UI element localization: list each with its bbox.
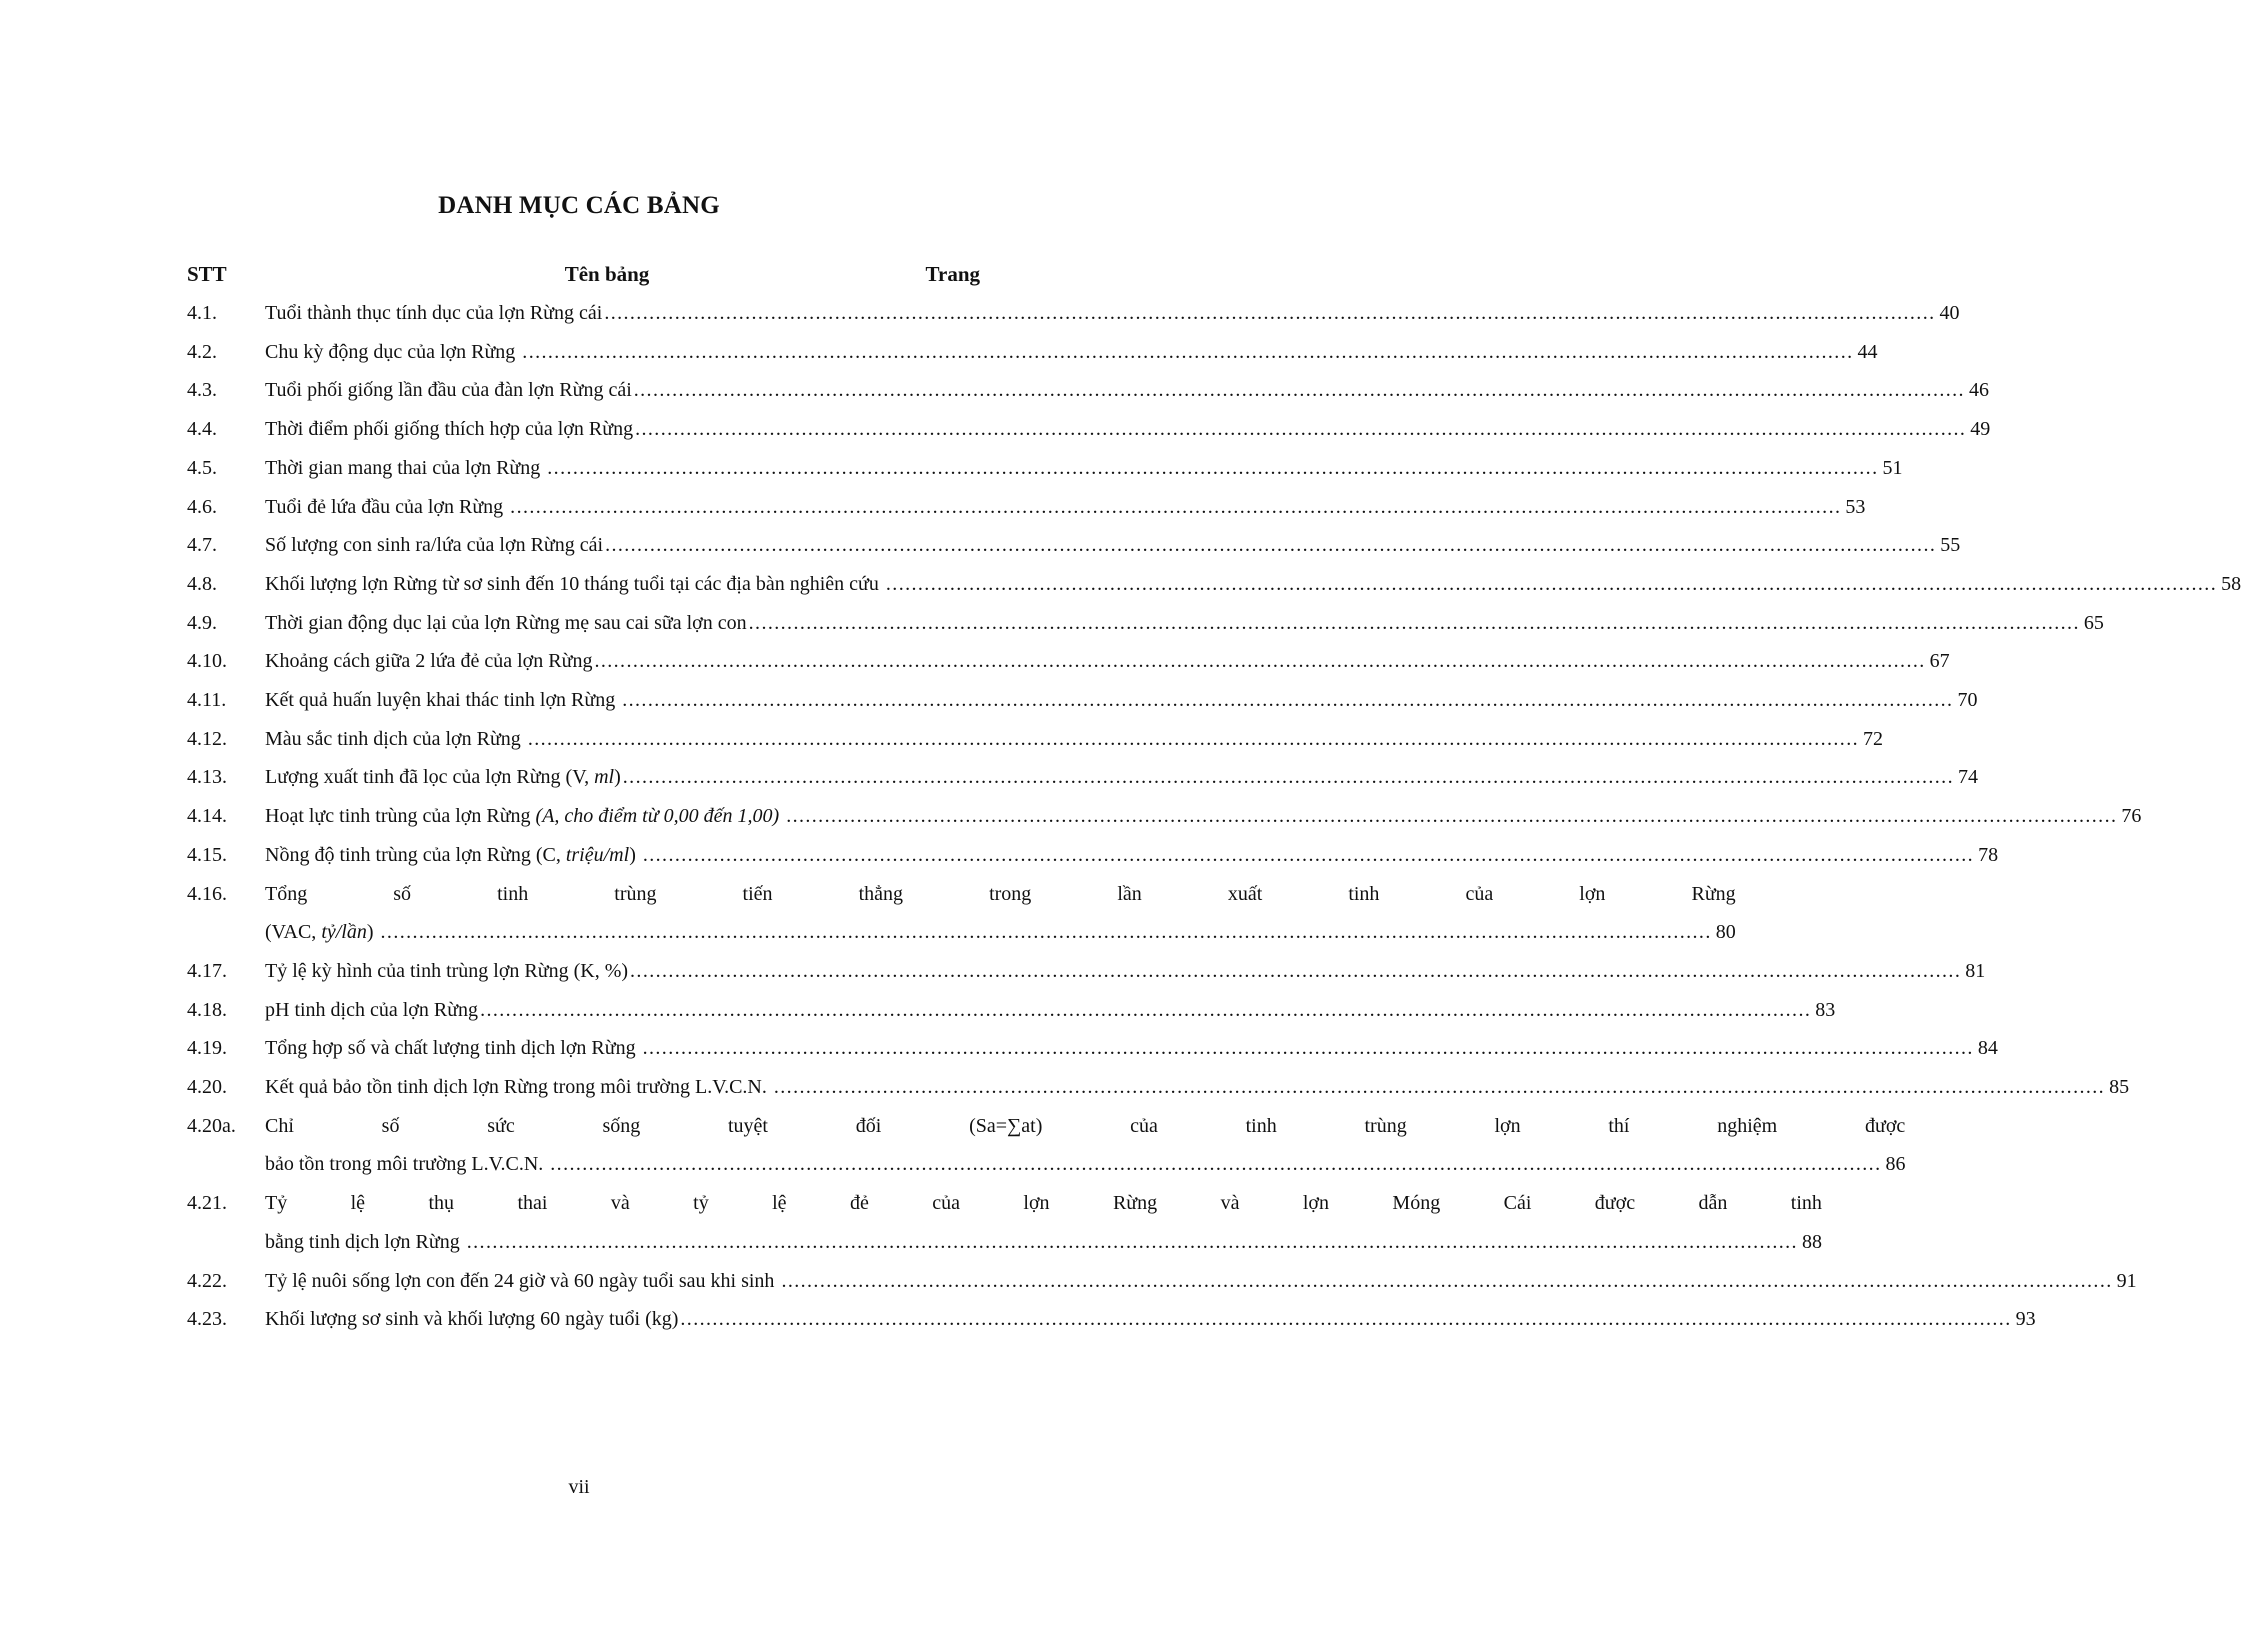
entry-title-suffix: )	[614, 766, 621, 789]
toc-entry[interactable]	[187, 604, 2104, 643]
word: thẳng	[858, 882, 904, 905]
word: đối	[855, 1114, 882, 1137]
word: lợn	[1023, 1192, 1050, 1215]
entry-title-text: Thời điểm phối giống thích hợp của lợn Rừng	[265, 418, 634, 441]
entry-title	[265, 758, 621, 797]
entry-number: 4.14.	[187, 805, 227, 828]
entry-title-italic: tỷ/lần	[321, 921, 367, 944]
word: được	[1594, 1192, 1636, 1215]
entry-body	[265, 1262, 2137, 1301]
word: tỷ	[693, 1192, 709, 1215]
entry-number: 4.19.	[187, 1037, 227, 1060]
entry-number: 4.17.	[187, 959, 227, 982]
entry-number: 4.23.	[187, 1308, 227, 1331]
entry-title-text: Khối lượng sơ sinh và khối lượng 60 ngày tuổi (kg)	[265, 1308, 679, 1331]
entry-title-text: bảo tồn trong môi trường L.V.C.N.	[265, 1153, 549, 1176]
word: số	[393, 882, 412, 905]
dot-leader	[605, 526, 1936, 565]
column-header-name: Tên bảng	[564, 262, 650, 286]
column-header-stt: STT	[187, 262, 227, 286]
toc-entry[interactable]	[187, 294, 1960, 333]
entry-title-text: Lượng xuất tinh đã lọc của lợn Rừng (V,	[265, 766, 595, 789]
toc-entry[interactable]	[187, 526, 1961, 565]
page-title: DANH MỤC CÁC BẢNG	[438, 192, 720, 219]
entry-page-number: 70	[1957, 689, 1978, 712]
entry-title-suffix: )	[366, 921, 379, 944]
entry-title-text: Chu kỳ động dục của lợn Rừng	[265, 340, 521, 363]
entry-page-number: 84	[1977, 1037, 1998, 1060]
entry-number: 4.16.	[187, 882, 227, 905]
entry-title	[265, 1223, 465, 1262]
entry-title-text: Màu sắc tinh dịch của lợn Rừng	[265, 727, 526, 750]
dot-leader	[547, 449, 1878, 488]
dot-leader	[749, 604, 2080, 643]
word: tinh	[1348, 882, 1380, 905]
word: lần	[1117, 882, 1142, 905]
column-header-page: Trang	[925, 262, 980, 286]
entry-title	[265, 1068, 772, 1107]
entry-title-text: Hoạt lực tinh trùng của lợn Rừng	[265, 805, 536, 828]
entry-page-number: 78	[1978, 843, 1999, 866]
entry-title	[265, 681, 620, 720]
toc-entry[interactable]	[187, 836, 1999, 875]
dot-leader	[643, 1029, 1974, 1068]
entry-page-number: 85	[2109, 1076, 2130, 1099]
entry-page-number: 76	[2121, 805, 2142, 828]
toc-entry[interactable]	[187, 642, 1950, 681]
entry-body	[265, 642, 1950, 681]
dot-leader	[643, 836, 1974, 875]
entry-body	[265, 449, 1902, 488]
dot-leader	[510, 488, 1841, 527]
entry-page-number: 72	[1863, 727, 1884, 750]
dot-leader	[528, 720, 1859, 759]
dot-leader	[774, 1068, 2105, 1107]
entry-title	[265, 991, 478, 1030]
dot-leader	[635, 410, 1966, 449]
entry-body	[265, 410, 1990, 449]
toc-entry[interactable]	[187, 797, 2142, 836]
toc-entry[interactable]	[187, 1068, 2130, 1107]
word: trong	[989, 882, 1032, 905]
entry-number: 4.4.	[187, 418, 217, 441]
entry-title-text: Thời gian động dục lại của lợn Rừng mẹ sau cai sữa lợn con	[265, 611, 747, 634]
entry-title-line1	[265, 1184, 1822, 1223]
entry-title-text: bằng tinh dịch lợn Rừng	[265, 1230, 465, 1253]
word: dẫn	[1698, 1192, 1728, 1215]
entry-number: 4.10.	[187, 650, 227, 673]
entry-number: 4.20a.	[187, 1114, 236, 1137]
entry-page-number: 86	[1885, 1153, 1906, 1176]
dot-leader	[680, 1300, 2011, 1339]
entry-title-suffix: )	[629, 843, 641, 866]
entry-title	[265, 1300, 678, 1339]
entry-number: 4.13.	[187, 766, 227, 789]
word: và	[610, 1192, 630, 1215]
toc-entry[interactable]	[187, 875, 1736, 952]
entry-page-number: 46	[1968, 379, 1989, 402]
entry-title-text: Thời gian mang thai của lợn Rừng	[265, 456, 546, 479]
entry-page-number: 81	[1965, 959, 1986, 982]
entry-body	[265, 526, 1960, 565]
entry-body	[265, 797, 2141, 836]
entry-title-text: Tuổi phối giống lần đầu của đàn lợn Rừng cái	[265, 379, 632, 402]
entry-body	[265, 488, 1865, 527]
entry-body	[265, 836, 1998, 875]
entry-title-text: pH tinh dịch của lợn Rừng	[265, 998, 479, 1021]
dot-leader	[622, 681, 1953, 720]
word: tinh	[1790, 1192, 1822, 1215]
entry-number: 4.8.	[187, 572, 217, 595]
entry-body	[265, 1107, 1905, 1184]
entry-title-italic: (A, cho điểm từ 0,00 đến 1,00)	[535, 805, 780, 828]
entry-number: 4.5.	[187, 456, 217, 479]
entry-body	[265, 758, 1978, 797]
entry-title-text: Số lượng con sinh ra/lứa của lợn Rừng cái	[265, 534, 604, 557]
entry-page-number: 91	[2116, 1269, 2137, 1292]
entry-number: 4.9.	[187, 611, 217, 634]
entry-page-number: 93	[2015, 1308, 2036, 1331]
entry-title-line1	[265, 1107, 1905, 1146]
entry-number: 4.7.	[187, 534, 217, 557]
entry-number: 4.2.	[187, 340, 217, 363]
entry-title	[265, 526, 603, 565]
word: nghiệm	[1717, 1114, 1778, 1137]
word: thí	[1608, 1114, 1630, 1137]
entry-title-text: Kết quả bảo tồn tinh dịch lợn Rừng trong môi trường L.V.C.N.	[265, 1076, 772, 1099]
word: tinh	[1245, 1114, 1277, 1137]
entry-title	[265, 952, 628, 991]
entry-page-number: 83	[1815, 998, 1836, 1021]
entry-page-number: 44	[1857, 340, 1878, 363]
entry-title-text: Tuổi đẻ lứa đầu của lợn Rừng	[265, 495, 509, 518]
entry-title-suffix	[779, 805, 784, 827]
entry-page-number: 88	[1801, 1230, 1822, 1253]
entry-page-number: 51	[1882, 456, 1903, 479]
entry-body	[265, 991, 1835, 1030]
entry-title	[265, 720, 526, 759]
dot-leader	[381, 913, 1712, 952]
entry-title	[265, 642, 592, 681]
dot-leader	[623, 758, 1954, 797]
dot-leader	[522, 333, 1853, 372]
table-list	[187, 294, 2241, 1339]
entry-number: 4.22.	[187, 1269, 227, 1292]
word: và	[1220, 1192, 1240, 1215]
word: của	[1130, 1114, 1158, 1137]
entry-body	[265, 604, 2104, 643]
word: tiến	[742, 882, 773, 905]
toc-entry[interactable]	[187, 1300, 2036, 1339]
dot-leader	[781, 1262, 2112, 1301]
entry-body	[265, 1184, 1822, 1261]
word: Móng	[1392, 1192, 1441, 1215]
entry-number: 4.12.	[187, 727, 227, 750]
word: tinh	[497, 882, 529, 905]
entry-page-number: 58	[2221, 572, 2241, 595]
word: Rừng	[1691, 882, 1736, 905]
word: Tổng	[265, 882, 308, 905]
toc-entry[interactable]	[187, 410, 1991, 449]
entry-body	[265, 333, 1878, 372]
word: thụ	[428, 1192, 455, 1215]
toc-entry[interactable]	[187, 1107, 1906, 1184]
entry-body	[265, 565, 2241, 604]
entry-title-italic: triệu/ml	[565, 843, 630, 866]
entry-number: 4.15.	[187, 843, 227, 866]
word: trùng	[1364, 1114, 1407, 1137]
entry-number: 4.3.	[187, 379, 217, 402]
toc-entry[interactable]	[187, 371, 1989, 410]
entry-body	[265, 952, 1985, 991]
toc-entry[interactable]	[187, 1029, 1998, 1068]
word: sức	[487, 1114, 515, 1137]
entry-title-text: Nồng độ tinh trùng của lợn Rừng (C,	[265, 843, 566, 866]
toc-entry[interactable]	[187, 758, 1978, 797]
entry-body	[265, 1300, 2036, 1339]
entry-title-line1	[265, 875, 1736, 914]
entry-body	[265, 875, 1736, 952]
entry-body	[265, 371, 1989, 410]
dot-leader	[550, 1145, 1881, 1184]
entry-number: 4.20.	[187, 1076, 227, 1099]
toc-entry[interactable]	[187, 565, 2241, 604]
toc-entry[interactable]	[187, 720, 1884, 759]
dot-leader	[480, 991, 1811, 1030]
entry-title-text: Tổng hợp số và chất lượng tinh dịch lợn Rừng	[265, 1037, 641, 1060]
entry-title	[265, 371, 632, 410]
word: lợn	[1302, 1192, 1329, 1215]
entry-title	[265, 604, 747, 643]
word: của	[1465, 882, 1494, 905]
entry-page-number: 67	[1929, 650, 1950, 673]
entry-title	[265, 565, 884, 604]
entry-title	[265, 913, 379, 952]
word: lệ	[772, 1192, 787, 1215]
toc-entry[interactable]	[187, 488, 1866, 527]
entry-body	[265, 294, 1960, 333]
entry-title-text: Khoảng cách giữa 2 lứa đẻ của lợn Rừng	[265, 650, 593, 673]
toc-entry[interactable]	[187, 1262, 2137, 1301]
toc-entry[interactable]	[187, 1184, 1822, 1261]
entry-title	[265, 1029, 641, 1068]
page-number: vii	[568, 1476, 590, 1498]
word: Rừng	[1112, 1192, 1158, 1215]
word: của	[932, 1192, 961, 1215]
dot-leader	[634, 371, 1965, 410]
entry-page-number: 55	[1940, 534, 1961, 557]
entry-page-number: 53	[1845, 495, 1866, 518]
entry-title-italic: ml	[594, 766, 615, 789]
entry-title	[265, 333, 520, 372]
entry-body	[265, 720, 1883, 759]
entry-title	[265, 488, 508, 527]
entry-number: 4.18.	[187, 998, 227, 1021]
dot-leader	[604, 294, 1935, 333]
entry-title	[265, 410, 633, 449]
toc-entry[interactable]	[187, 991, 1836, 1030]
entry-page-number: 40	[1939, 302, 1960, 324]
entry-body	[265, 681, 1977, 720]
entry-number: 4.11.	[187, 689, 227, 712]
toc-entry[interactable]	[187, 333, 1878, 372]
entry-number: 4.21.	[187, 1192, 227, 1215]
word: đẻ	[849, 1192, 869, 1215]
entry-title-text: Tỷ lệ nuôi sống lợn con đến 24 giờ và 60 ngày tuổi sau khi sinh	[265, 1269, 780, 1292]
dot-leader	[467, 1223, 1798, 1262]
entry-title-text: Tỷ lệ kỳ hình của tinh trùng lợn Rừng (K, %)	[265, 959, 629, 982]
word: thai	[517, 1192, 548, 1215]
word: (Sa=∑at)	[969, 1114, 1043, 1137]
word: trùng	[614, 882, 657, 905]
entry-number: 4.1.	[187, 302, 217, 324]
entry-title-text: Kết quả huấn luyện khai thác tinh lợn Rừng	[265, 689, 621, 712]
word: tuyệt	[728, 1114, 768, 1137]
entry-body	[265, 1029, 1998, 1068]
word: số	[381, 1114, 400, 1137]
dot-leader	[786, 797, 2117, 836]
dot-leader	[886, 565, 2217, 604]
entry-page-number: 65	[2083, 611, 2104, 634]
entry-page-number: 49	[1970, 418, 1991, 441]
entry-number: 4.6.	[187, 495, 217, 518]
entry-title-text: Khối lượng lợn Rừng từ sơ sinh đến 10 tháng tuổi tại các địa bàn nghiên cứu	[265, 572, 884, 595]
entry-title	[265, 1145, 548, 1184]
entry-page-number: 74	[1957, 766, 1978, 789]
entry-title	[265, 836, 641, 875]
word: Cái	[1503, 1192, 1532, 1215]
dot-leader	[630, 952, 1961, 991]
toc-entry[interactable]	[187, 952, 1986, 991]
word: lệ	[350, 1192, 366, 1215]
word: lợn	[1494, 1114, 1521, 1137]
entry-page-number: 80	[1715, 921, 1736, 944]
entry-title	[265, 294, 602, 333]
dot-leader	[594, 642, 1925, 681]
word: lợn	[1579, 882, 1606, 905]
toc-entry[interactable]	[187, 681, 1978, 720]
word: sống	[602, 1114, 641, 1137]
entry-title	[265, 1262, 779, 1301]
toc-entry[interactable]	[187, 449, 1903, 488]
entry-title	[265, 449, 545, 488]
entry-title-text: (VAC,	[265, 921, 322, 944]
word: xuất	[1227, 882, 1263, 905]
entry-body	[265, 1068, 2129, 1107]
entry-title-text: Tuổi thành thục tính dục của lợn Rừng cái	[265, 302, 603, 324]
word: Tỷ	[265, 1192, 288, 1215]
entry-title	[265, 797, 784, 836]
word: được	[1864, 1114, 1906, 1137]
word: Chỉ	[265, 1114, 294, 1137]
